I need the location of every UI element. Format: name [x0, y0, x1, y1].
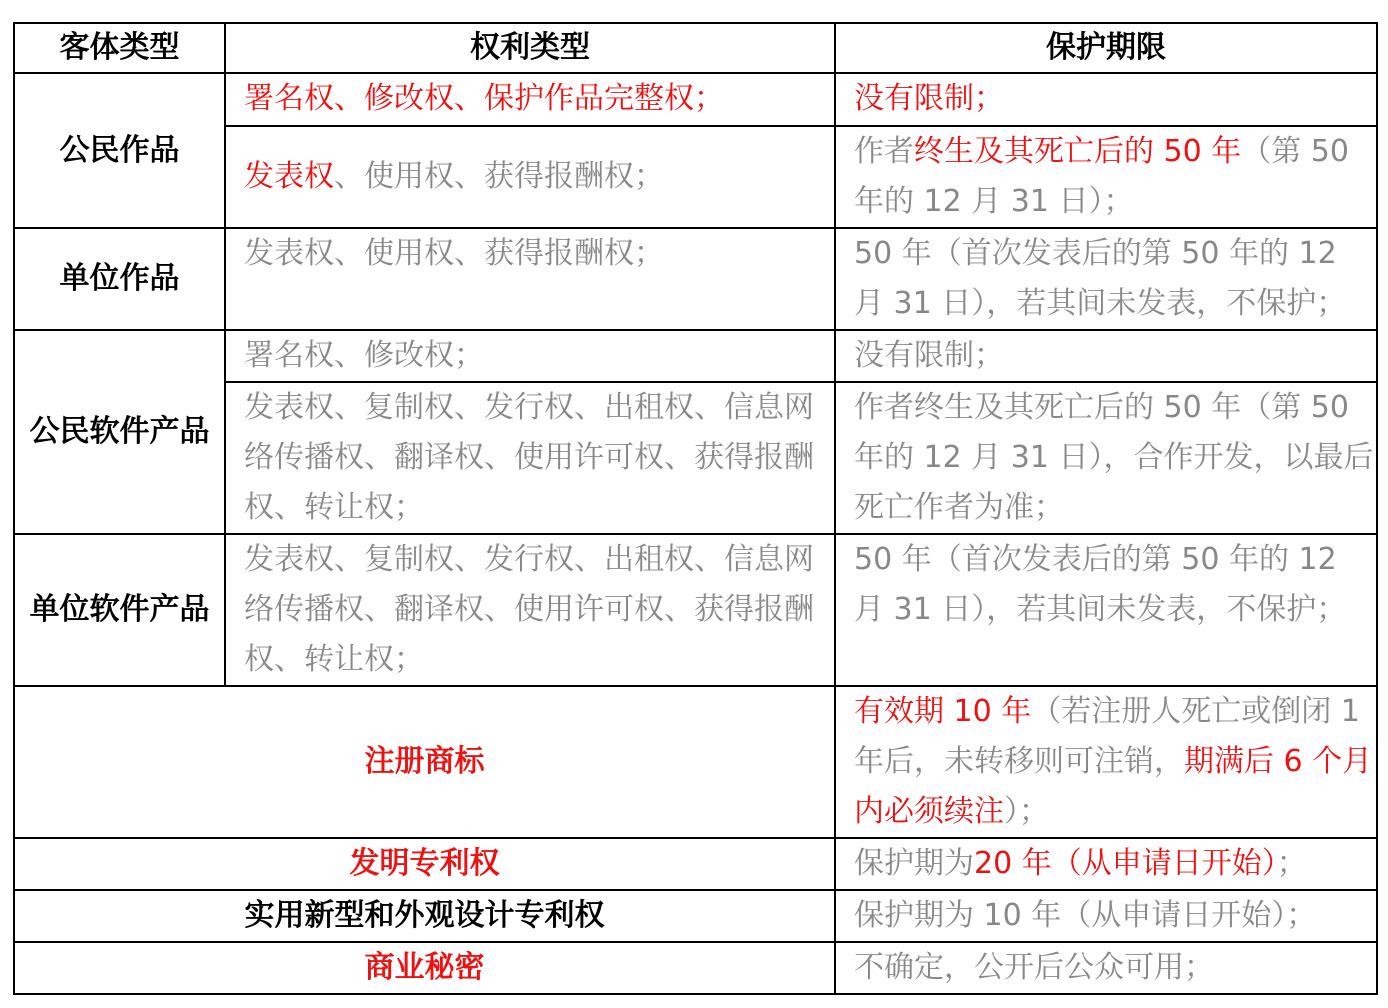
term-rest: （第 50 年的 12 月 31 日）； [854, 134, 1349, 219]
term-utility-design-patent: 保护期为 10 年（从申请日开始）； [835, 890, 1377, 942]
table-row [14, 686, 1377, 838]
object-trade-secret: 商业秘密 [14, 942, 835, 994]
object-citizen-work: 公民作品 [14, 73, 225, 228]
table-row [14, 534, 1377, 686]
term-prefix: 作者 [854, 134, 914, 169]
object-unit-work: 单位作品 [14, 228, 225, 330]
term-emphasis-2: 期满后 6 个月内必须续注 [854, 744, 1373, 829]
rights-unit-software: 发表权、复制权、发行权、出租权、信息网络传播权、翻译权、使用许可权、获得报酬权、转让权； [225, 534, 835, 686]
rights-citizen-software-2: 发表权、复制权、发行权、出租权、信息网络传播权、翻译权、使用许可权、获得报酬权、转让权； [225, 382, 835, 534]
rights-citizen-work-1: 署名权、修改权、保护作品完整权； [225, 73, 835, 126]
term-tail: ； [1276, 846, 1307, 881]
header-object-type: 客体类型 [14, 23, 225, 73]
header-rights-type: 权利类型 [225, 23, 835, 73]
rights-citizen-software-1: 署名权、修改权； [225, 330, 835, 382]
term-trade-secret: 不确定，公开后公众可用； [835, 942, 1377, 994]
table-row [14, 890, 1377, 942]
term-emphasis: 终生及其死亡后的 50 年 [914, 134, 1242, 169]
object-invention-patent: 发明专利权 [14, 838, 835, 890]
rights-unit-work: 发表权、使用权、获得报酬权； [225, 228, 835, 330]
table-row [14, 838, 1377, 890]
rights-citizen-work-2 [225, 126, 835, 228]
rights-emphasis: 发表权 [244, 159, 334, 194]
object-unit-software: 单位软件产品 [14, 534, 225, 686]
term-unit-work: 50 年（首次发表后的第 50 年的 12 月 31 日），若其间未发表，不保护； [835, 228, 1377, 330]
term-tail: ）； [1004, 794, 1049, 829]
header-protection-term: 保护期限 [835, 23, 1377, 73]
copyright-protection-table [13, 22, 1378, 995]
term-trademark [835, 686, 1377, 838]
term-citizen-work-1: 没有限制； [835, 73, 1377, 126]
rights-rest: 、使用权、获得报酬权； [334, 159, 664, 194]
term-emphasis: 有效期 10 年 [854, 694, 1032, 729]
term-emphasis: 20 年（从申请日开始） [974, 846, 1277, 881]
table-row [14, 73, 1377, 126]
term-invention-patent [835, 838, 1377, 890]
term-citizen-work-2 [835, 126, 1377, 228]
term-prefix: 保护期为 [854, 846, 974, 881]
term-citizen-software-2: 作者终生及其死亡后的 50 年（第 50 年的 12 月 31 日），合作开发，以最后死亡作者为准； [835, 382, 1377, 534]
table-row [14, 228, 1377, 330]
term-rest: （若注册人死亡或倒闭 1 年后，未转移则可注销， [854, 694, 1360, 779]
term-citizen-software-1: 没有限制； [835, 330, 1377, 382]
table-row [14, 942, 1377, 994]
table-header-row [14, 23, 1377, 73]
table-row [14, 330, 1377, 382]
object-utility-design-patent: 实用新型和外观设计专利权 [14, 890, 835, 942]
term-unit-software: 50 年（首次发表后的第 50 年的 12 月 31 日），若其间未发表，不保护； [835, 534, 1377, 686]
object-trademark: 注册商标 [14, 686, 835, 838]
object-citizen-software: 公民软件产品 [14, 330, 225, 534]
